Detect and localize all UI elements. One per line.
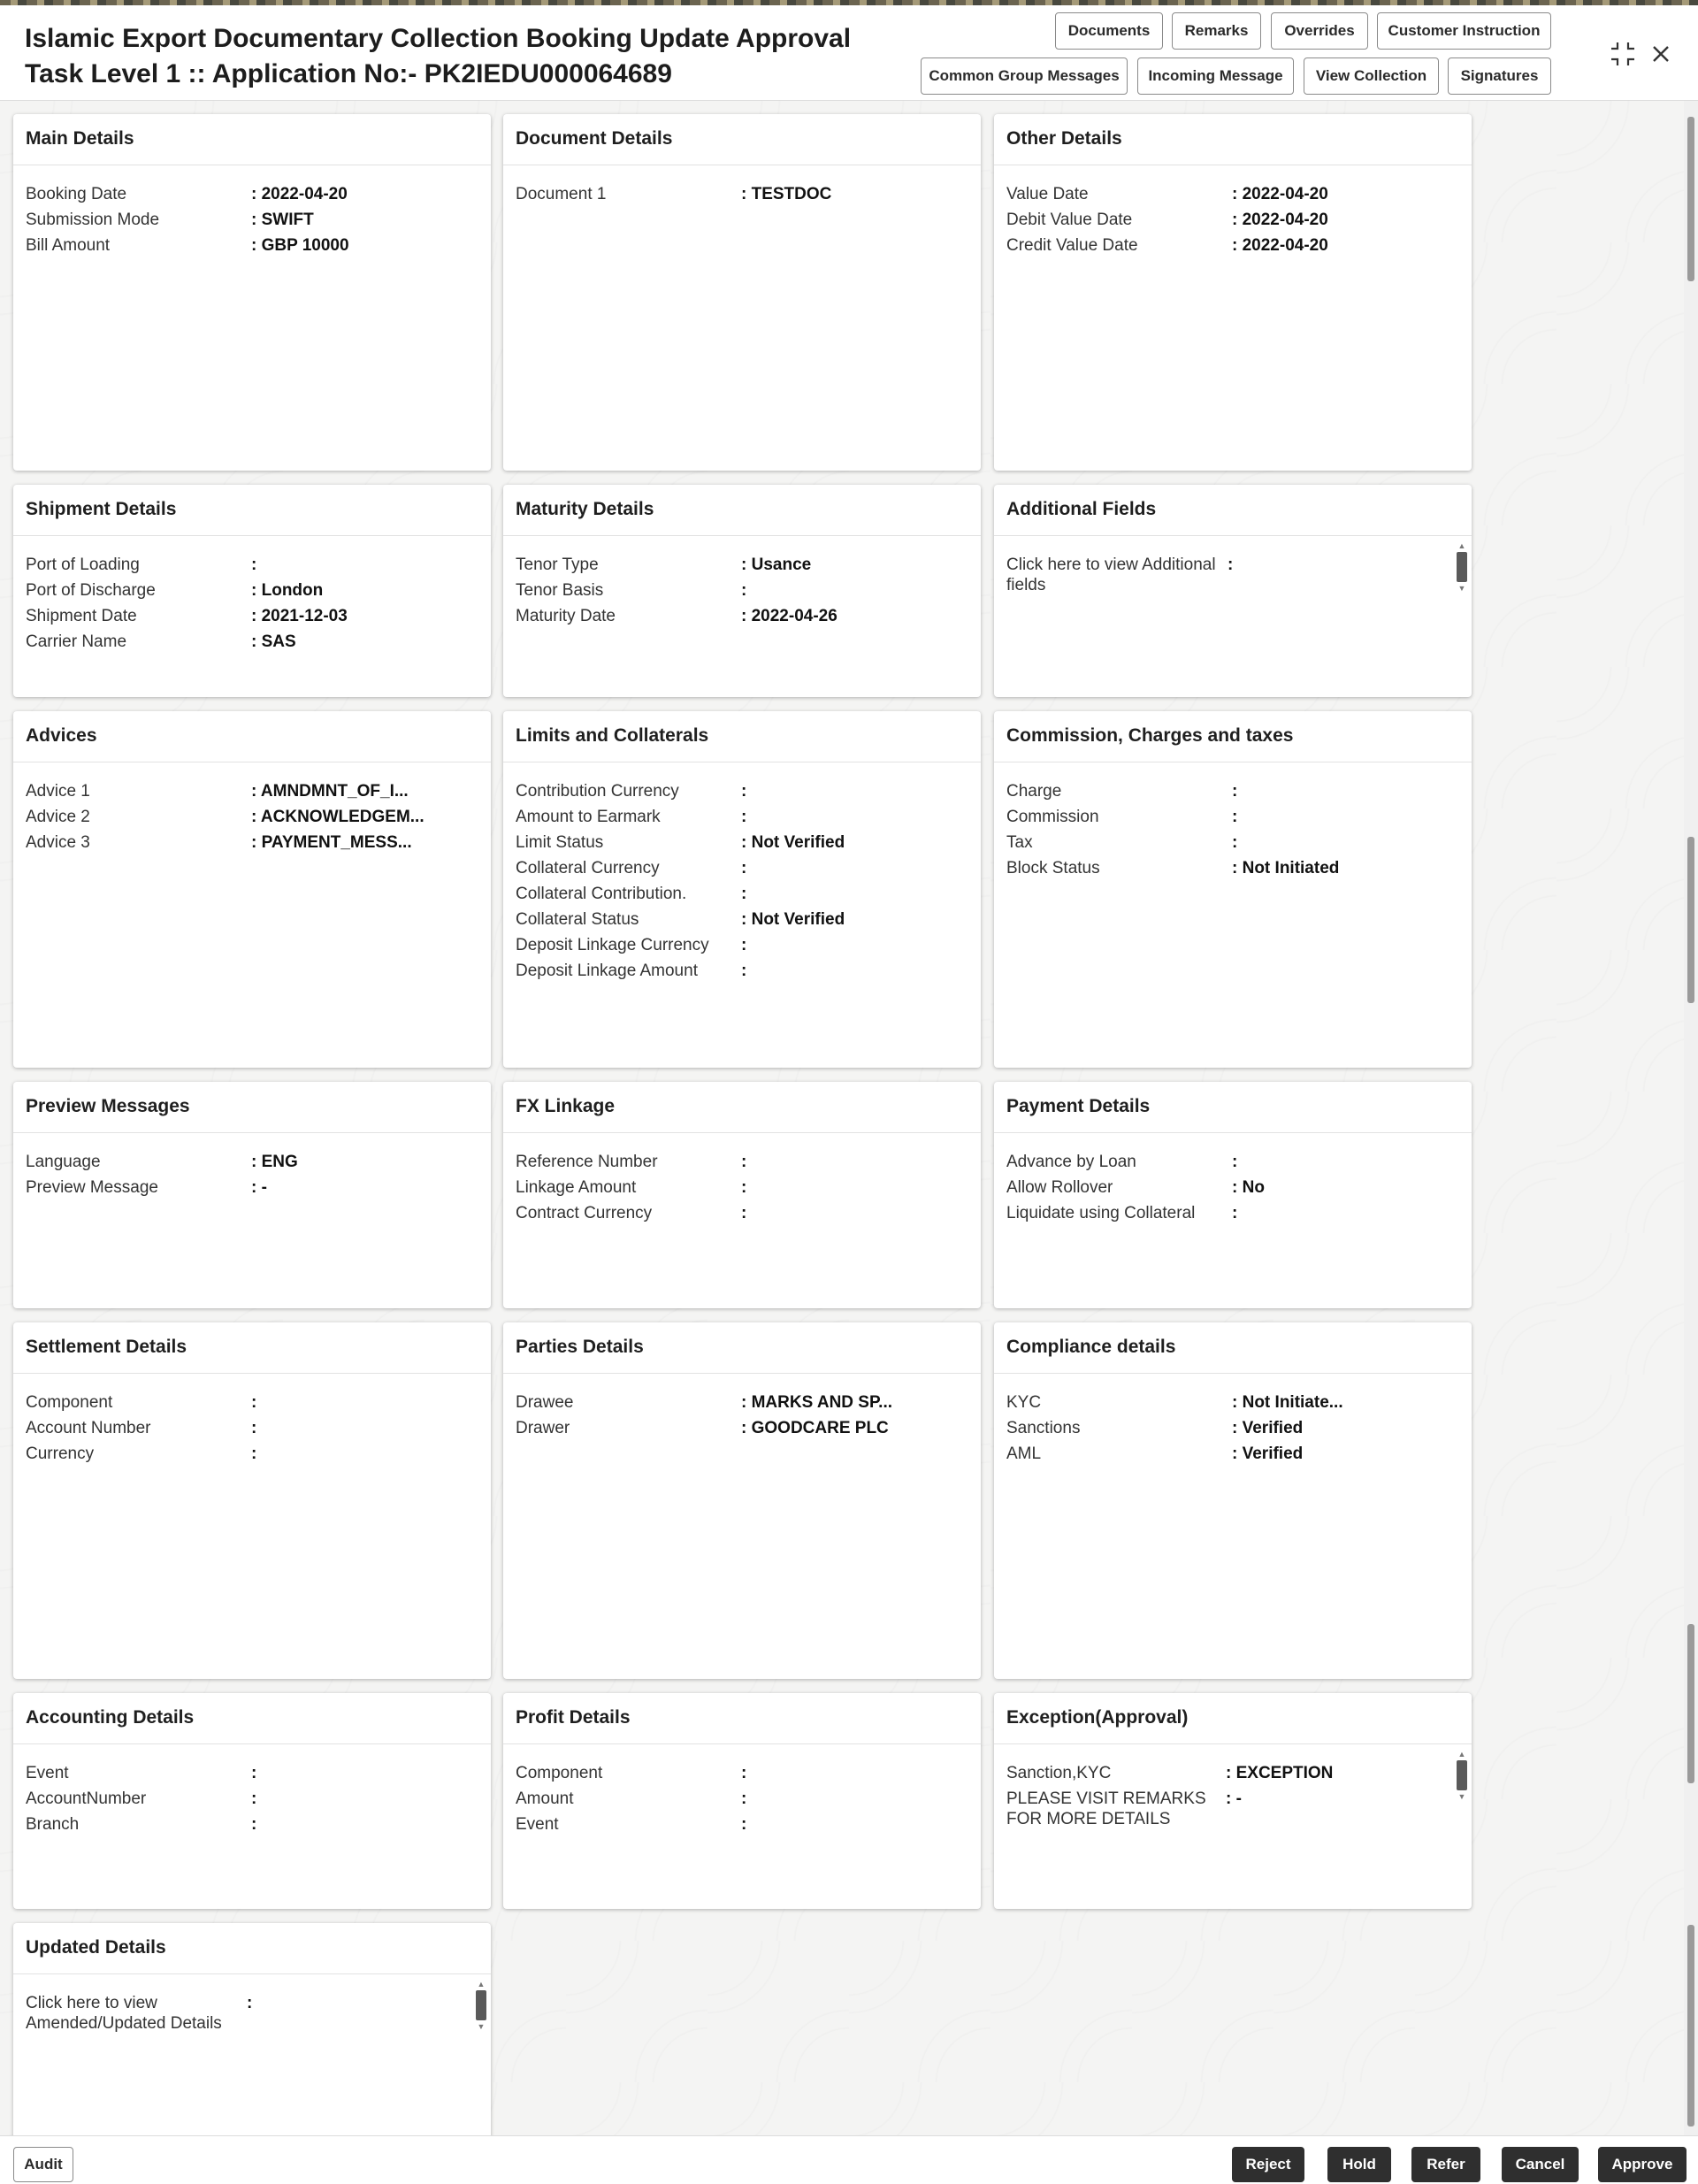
detail-row	[26, 207, 478, 233]
detail-row	[516, 1760, 968, 1786]
exception-approval-card	[994, 1693, 1472, 1909]
profit-details-card	[503, 1693, 981, 1909]
document-details-title: Document Details	[503, 114, 981, 165]
document-1-value: : TESTDOC	[741, 185, 832, 203]
page-scrollbar[interactable]	[1684, 101, 1698, 2135]
detail-row	[26, 830, 478, 855]
scroll-down-icon[interactable]: ▼	[1457, 584, 1466, 593]
additional-fields-title: Additional Fields	[994, 485, 1472, 536]
collateral-status-label: Collateral Status	[516, 910, 639, 929]
allow-rollover-label: Allow Rollover	[1006, 1178, 1113, 1197]
tenor-type-value: : Usance	[741, 556, 812, 574]
contract-currency-value: :	[741, 1204, 747, 1222]
kyc-label: KYC	[1006, 1393, 1042, 1412]
advices-title: Advices	[13, 711, 491, 762]
customer-instruction-button[interactable]: Customer Instruction	[1377, 12, 1551, 50]
preview-message-value: : -	[251, 1178, 267, 1197]
remarks-button[interactable]: Remarks	[1172, 12, 1261, 50]
debit-value-date-value: : 2022-04-20	[1232, 211, 1328, 229]
advice-3-value: : PAYMENT_MESS...	[251, 833, 412, 852]
audit-button[interactable]: Audit	[13, 2147, 73, 2182]
currency-label: Currency	[26, 1445, 95, 1463]
updated-details-scrollbar[interactable]	[475, 1980, 487, 2033]
view-collection-button[interactable]: View Collection	[1304, 57, 1439, 95]
detail-row	[516, 552, 968, 578]
value-date-value: : 2022-04-20	[1232, 185, 1328, 203]
detail-row	[26, 1441, 478, 1467]
tenor-basis-value: :	[741, 581, 747, 600]
detail-row	[26, 181, 478, 207]
detail-row	[516, 907, 968, 932]
detail-row	[26, 1415, 478, 1441]
credit-value-date-value: : 2022-04-20	[1232, 236, 1328, 255]
liquidate-using-collateral-label: Liquidate using Collateral	[1006, 1204, 1196, 1222]
document-1-label: Document 1	[516, 185, 607, 203]
detail-row	[1006, 1786, 1459, 1829]
advice-1-label: Advice 1	[26, 782, 90, 801]
amount-to-earmark-label: Amount to Earmark	[516, 808, 661, 826]
accounting-details-card	[13, 1693, 491, 1909]
scroll-up-icon[interactable]: ▲	[1457, 1750, 1466, 1759]
preview-messages-title: Preview Messages	[13, 1082, 491, 1133]
profit-details-title: Profit Details	[503, 1693, 981, 1744]
deposit-linkage-currency-value: :	[741, 936, 747, 954]
advice-2-value: : ACKNOWLEDGEM...	[251, 808, 424, 826]
detail-row	[516, 603, 968, 629]
detail-row	[516, 1175, 968, 1200]
scroll-up-icon[interactable]: ▲	[1457, 541, 1466, 550]
detail-row	[516, 1415, 968, 1441]
detail-row	[516, 1390, 968, 1415]
approve-button[interactable]: Approve	[1598, 2147, 1687, 2182]
settlement-details-title: Settlement Details	[13, 1322, 491, 1374]
value-date-label: Value Date	[1006, 185, 1089, 203]
page-title-line2: Task Level 1 :: Application No:- PK2IEDU000064689	[25, 59, 672, 88]
profit-amount-value: :	[741, 1789, 747, 1808]
charge-value: :	[1232, 782, 1238, 801]
deposit-linkage-currency-label: Deposit Linkage Currency	[516, 936, 709, 954]
detail-row	[1006, 1760, 1459, 1786]
detail-row[interactable]	[26, 1990, 478, 2034]
documents-button[interactable]: Documents	[1055, 12, 1163, 50]
detail-row	[1006, 1390, 1459, 1415]
updated-details-value: :	[247, 1994, 253, 2012]
compliance-details-title: Compliance details	[994, 1322, 1472, 1374]
settlement-component-label: Component	[26, 1393, 113, 1412]
submission-mode-label: Submission Mode	[26, 211, 160, 229]
tax-label: Tax	[1006, 833, 1033, 852]
booking-date-label: Booking Date	[26, 185, 127, 203]
accounting-details-title: Accounting Details	[13, 1693, 491, 1744]
detail-row	[1006, 1149, 1459, 1175]
detail-row	[26, 578, 478, 603]
sanction-kyc-label: Sanction,KYC	[1006, 1764, 1112, 1782]
cancel-button[interactable]: Cancel	[1502, 2147, 1579, 2182]
overrides-button[interactable]: Overrides	[1271, 12, 1368, 50]
collateral-currency-value: :	[741, 859, 747, 877]
detail-row	[26, 804, 478, 830]
carrier-name-label: Carrier Name	[26, 632, 127, 651]
detail-row	[26, 603, 478, 629]
deposit-linkage-amount-label: Deposit Linkage Amount	[516, 962, 698, 980]
detail-row	[1006, 1175, 1459, 1200]
detail-row	[516, 1149, 968, 1175]
maturity-date-value: : 2022-04-26	[741, 607, 838, 625]
charge-label: Charge	[1006, 782, 1062, 801]
additional-fields-value: :	[1228, 556, 1234, 574]
scroll-thumb[interactable]	[1457, 1760, 1467, 1790]
content-area	[0, 101, 1684, 2135]
amount-to-earmark-value: :	[741, 808, 747, 826]
close-icon[interactable]	[1646, 39, 1676, 69]
hold-button[interactable]: Hold	[1327, 2147, 1391, 2182]
detail-row	[1006, 1200, 1459, 1226]
tax-value: :	[1232, 833, 1238, 852]
bill-amount-value: : GBP 10000	[251, 236, 349, 255]
contribution-currency-value: :	[741, 782, 747, 801]
maturity-details-title: Maturity Details	[503, 485, 981, 536]
drawer-value: : GOODCARE PLC	[741, 1419, 889, 1437]
page-scroll-marker	[1687, 1624, 1694, 1783]
sanctions-value: : Verified	[1232, 1419, 1304, 1437]
page-header	[0, 5, 1698, 101]
contribution-currency-label: Contribution Currency	[516, 782, 679, 801]
detail-row	[516, 1812, 968, 1837]
block-status-value: : Not Initiated	[1232, 859, 1340, 877]
view-updated-details-link[interactable]: Click here to view Amended/Updated Details	[26, 1994, 222, 2033]
exception-approval-title: Exception(Approval)	[994, 1693, 1472, 1744]
shipment-date-label: Shipment Date	[26, 607, 137, 625]
account-number-value: :	[251, 1419, 257, 1437]
scroll-down-icon[interactable]: ▼	[477, 2022, 486, 2031]
detail-row	[26, 1786, 478, 1812]
port-of-loading-label: Port of Loading	[26, 556, 140, 574]
advice-2-label: Advice 2	[26, 808, 90, 826]
common-group-messages-button[interactable]: Common Group Messages	[921, 57, 1128, 95]
detail-row	[26, 629, 478, 655]
limits-collaterals-card	[503, 711, 981, 1068]
detail-row	[1006, 1441, 1459, 1467]
detail-row	[1006, 804, 1459, 830]
page-title	[25, 21, 909, 92]
detail-row	[26, 1812, 478, 1837]
scroll-up-icon[interactable]: ▲	[477, 1980, 486, 1989]
other-details-title: Other Details	[994, 114, 1472, 165]
page-scroll-marker	[1687, 1925, 1694, 2127]
detail-row	[1006, 1415, 1459, 1441]
view-additional-fields-link[interactable]: Click here to view Additional fields	[1006, 556, 1216, 594]
drawer-label: Drawer	[516, 1419, 570, 1437]
advice-3-label: Advice 3	[26, 833, 90, 852]
advance-by-loan-value: :	[1232, 1153, 1238, 1171]
detail-row	[26, 233, 478, 258]
limit-status-label: Limit Status	[516, 833, 604, 852]
payment-details-title: Payment Details	[994, 1082, 1472, 1133]
incoming-message-button[interactable]: Incoming Message	[1137, 57, 1294, 95]
sanctions-label: Sanctions	[1006, 1419, 1081, 1437]
limits-collaterals-title: Limits and Collaterals	[503, 711, 981, 762]
collateral-status-value: : Not Verified	[741, 910, 845, 929]
submission-mode-value: : SWIFT	[251, 211, 314, 229]
scroll-thumb[interactable]	[1457, 552, 1467, 582]
payment-details-card	[994, 1082, 1472, 1308]
profit-component-value: :	[741, 1764, 747, 1782]
main-details-card	[13, 114, 491, 471]
profit-amount-label: Amount	[516, 1789, 574, 1808]
tenor-type-label: Tenor Type	[516, 556, 599, 574]
currency-value: :	[251, 1445, 257, 1463]
accounting-event-label: Event	[26, 1764, 69, 1782]
shipment-date-value: : 2021-12-03	[251, 607, 348, 625]
updated-details-card	[13, 1923, 491, 2144]
detail-row	[516, 1200, 968, 1226]
main-details-title: Main Details	[13, 114, 491, 165]
aml-value: : Verified	[1232, 1445, 1304, 1463]
detail-row	[516, 578, 968, 603]
other-details-card	[994, 114, 1472, 471]
exception-remarks-label: PLEASE VISIT REMARKS FOR MORE DETAILS	[1006, 1789, 1206, 1828]
kyc-value: : Not Initiate...	[1232, 1393, 1343, 1412]
detail-row	[516, 932, 968, 958]
profit-component-label: Component	[516, 1764, 603, 1782]
detail-row	[516, 778, 968, 804]
aml-label: AML	[1006, 1445, 1042, 1463]
liquidate-using-collateral-value: :	[1232, 1204, 1238, 1222]
branch-value: :	[251, 1815, 257, 1834]
shipment-details-card	[13, 485, 491, 697]
preview-messages-card	[13, 1082, 491, 1308]
additional-fields-scrollbar[interactable]	[1456, 541, 1468, 594]
detail-row	[26, 1175, 478, 1200]
branch-label: Branch	[26, 1815, 80, 1834]
port-of-discharge-label: Port of Discharge	[26, 581, 156, 600]
deposit-linkage-amount-value: :	[741, 962, 747, 980]
detail-row	[516, 181, 968, 207]
updated-details-title: Updated Details	[13, 1923, 491, 1974]
collapse-icon[interactable]	[1608, 39, 1638, 69]
detail-row	[26, 1390, 478, 1415]
detail-row	[1006, 181, 1459, 207]
detail-row	[26, 552, 478, 578]
block-status-label: Block Status	[1006, 859, 1100, 877]
collateral-contribution-label: Collateral Contribution.	[516, 885, 687, 903]
booking-date-value: : 2022-04-20	[251, 185, 348, 203]
document-details-card	[503, 114, 981, 471]
commission-charges-card	[994, 711, 1472, 1068]
collateral-currency-label: Collateral Currency	[516, 859, 660, 877]
detail-row[interactable]	[1006, 552, 1459, 595]
profit-event-label: Event	[516, 1815, 559, 1834]
page-title-line1: Islamic Export Documentary Collection Booking Update Approval	[25, 24, 852, 53]
reference-number-label: Reference Number	[516, 1153, 658, 1171]
settlement-component-value: :	[251, 1393, 257, 1412]
settlement-details-card	[13, 1322, 491, 1679]
sanction-kyc-value: : EXCEPTION	[1226, 1764, 1334, 1782]
page-scroll-thumb[interactable]	[1687, 117, 1694, 281]
account-number-label: Account Number	[26, 1419, 151, 1437]
reject-button[interactable]: Reject	[1232, 2147, 1304, 2182]
accounting-account-number-value: :	[251, 1789, 257, 1808]
language-value: : ENG	[251, 1153, 298, 1171]
drawee-label: Drawee	[516, 1393, 574, 1412]
maturity-date-label: Maturity Date	[516, 607, 616, 625]
detail-row	[516, 855, 968, 881]
advice-1-value: : AMNDMNT_OF_I...	[251, 782, 409, 801]
additional-fields-card	[994, 485, 1472, 697]
tenor-basis-label: Tenor Basis	[516, 581, 604, 600]
detail-row	[26, 778, 478, 804]
port-of-discharge-value: : London	[251, 581, 324, 600]
shipment-details-title: Shipment Details	[13, 485, 491, 536]
commission-label: Commission	[1006, 808, 1099, 826]
carrier-name-value: : SAS	[251, 632, 296, 651]
credit-value-date-label: Credit Value Date	[1006, 236, 1138, 255]
detail-row	[1006, 855, 1459, 881]
detail-row	[516, 881, 968, 907]
accounting-event-value: :	[251, 1764, 257, 1782]
fx-linkage-title: FX Linkage	[503, 1082, 981, 1133]
parties-details-card	[503, 1322, 981, 1679]
detail-row	[516, 958, 968, 984]
linkage-amount-value: :	[741, 1178, 747, 1197]
detail-row	[516, 830, 968, 855]
advance-by-loan-label: Advance by Loan	[1006, 1153, 1136, 1171]
detail-row	[1006, 233, 1459, 258]
collateral-contribution-value: :	[741, 885, 747, 903]
detail-row	[1006, 778, 1459, 804]
detail-row	[1006, 830, 1459, 855]
drawee-value: : MARKS AND SP...	[741, 1393, 893, 1412]
linkage-amount-label: Linkage Amount	[516, 1178, 637, 1197]
commission-charges-title: Commission, Charges and taxes	[994, 711, 1472, 762]
reference-number-value: :	[741, 1153, 747, 1171]
scroll-down-icon[interactable]: ▼	[1457, 1792, 1466, 1801]
bill-amount-label: Bill Amount	[26, 236, 111, 255]
preview-message-label: Preview Message	[26, 1178, 158, 1197]
language-label: Language	[26, 1153, 101, 1171]
detail-row	[26, 1149, 478, 1175]
advices-card	[13, 711, 491, 1068]
scroll-thumb[interactable]	[476, 1990, 486, 2020]
fx-linkage-card	[503, 1082, 981, 1308]
contract-currency-label: Contract Currency	[516, 1204, 653, 1222]
limit-status-value: : Not Verified	[741, 833, 845, 852]
port-of-loading-value: :	[251, 556, 257, 574]
exception-remarks-value: : -	[1226, 1789, 1242, 1808]
detail-row	[516, 1786, 968, 1812]
detail-row	[1006, 207, 1459, 233]
page-footer	[0, 2135, 1698, 2184]
page-scroll-marker	[1687, 837, 1694, 1003]
refer-button[interactable]: Refer	[1411, 2147, 1480, 2182]
profit-event-value: :	[741, 1815, 747, 1834]
parties-details-title: Parties Details	[503, 1322, 981, 1374]
commission-value: :	[1232, 808, 1238, 826]
detail-row	[516, 804, 968, 830]
exception-scrollbar[interactable]	[1456, 1750, 1468, 1803]
maturity-details-card	[503, 485, 981, 697]
compliance-details-card	[994, 1322, 1472, 1679]
allow-rollover-value: : No	[1232, 1178, 1265, 1197]
signatures-button[interactable]: Signatures	[1448, 57, 1551, 95]
detail-row	[26, 1760, 478, 1786]
debit-value-date-label: Debit Value Date	[1006, 211, 1133, 229]
accounting-account-number-label: AccountNumber	[26, 1789, 147, 1808]
